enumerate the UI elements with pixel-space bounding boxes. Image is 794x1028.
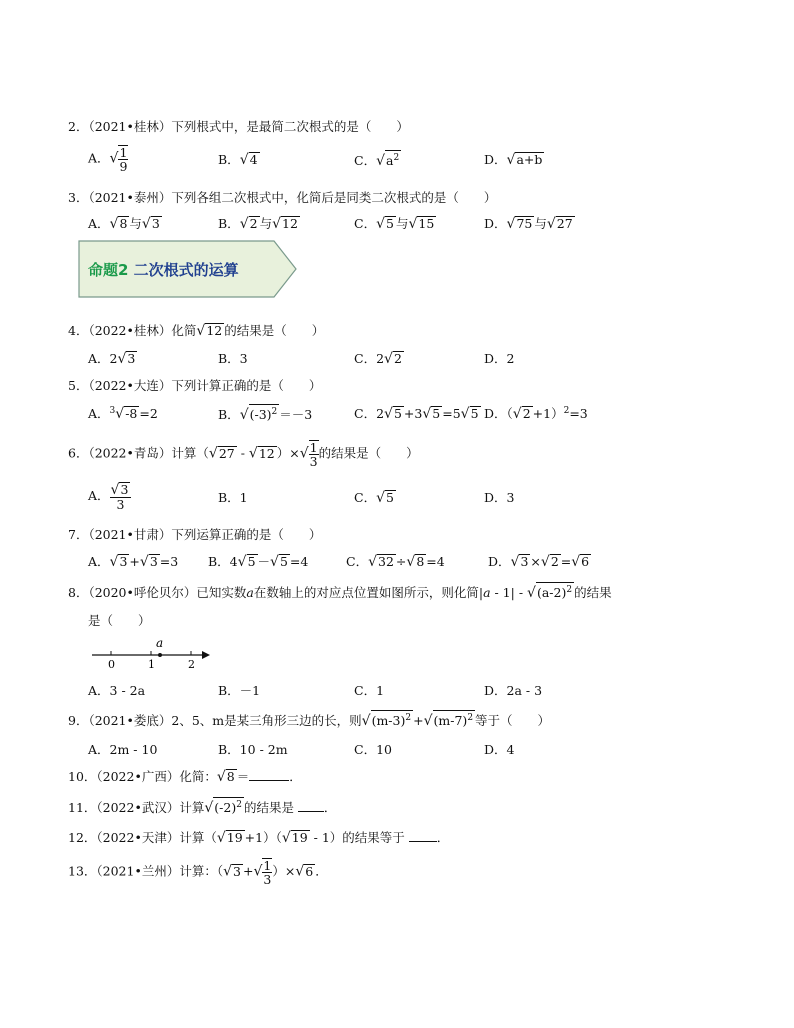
question-11-stem: 11．（2022•武汉）计算$√(-2)^2$ 的结果是 ． xyxy=(68,797,336,816)
question-3-option-c: C．√5 与√15 xyxy=(354,216,435,232)
banner-title: 二次根式的运算 xyxy=(133,261,239,279)
question-3-stem: 3．（2021•泰州）下列各组二次根式中，化简后是同类二次根式的是（ ） xyxy=(68,190,497,205)
question-2-option-d: D．√a+b xyxy=(484,152,543,168)
question-3-option-b: B．√2 与√12 xyxy=(218,216,298,232)
question-7-option-b: B．4√5 －√5 =4 xyxy=(208,554,309,570)
tick-2: 2 xyxy=(188,658,195,671)
point-a-label: a xyxy=(156,636,164,650)
number-line-figure xyxy=(88,636,218,672)
question-5-stem: 5．（2022•大连）下列计算正确的是（ ） xyxy=(68,378,322,393)
question-12-stem: 12．（2022•天津）计算（√19 +1）（√19 - 1）的结果等于 ． xyxy=(68,830,450,846)
question-9-stem: 9．（2021•娄底）2、5、m是某三角形三边的长，则$√(m-3)^2 +√(m-7)^2$ 等于（ ） xyxy=(68,710,550,729)
tick-0: 0 xyxy=(108,658,115,671)
answer-blank[interactable] xyxy=(298,811,324,812)
question-7-option-a: A．√3 +√3 =3 xyxy=(88,554,179,570)
question-9-option-d: D．4 xyxy=(484,742,515,757)
question-2-option-b: B．√4 xyxy=(218,152,258,168)
question-8-option-b: B．－1 xyxy=(218,683,261,698)
question-3-option-d: D．√75 与√27 xyxy=(484,216,573,232)
question-2-option-a: A．√ $\frac{1}{9}$ xyxy=(88,145,128,174)
question-4-option-a: A．2√3 xyxy=(88,351,136,367)
question-2-stem: 2．（2021•桂林）下列根式中，是最简二次根式的是（ ） xyxy=(68,119,409,134)
question-6-option-b: B．1 xyxy=(218,490,248,505)
question-7-option-d: D．√3 ×√2 =√6 xyxy=(488,554,590,570)
question-8-stem: 8．（2020•呼伦贝尔）已知实数a在数轴上的对应点位置如图所示，则化简$|a - 1| - √(a-2)^2$ 的结果 xyxy=(68,582,612,601)
question-4-stem: 4．（2022•桂林）化简√12 的结果是（ ） xyxy=(68,323,325,339)
answer-blank[interactable] xyxy=(249,780,289,781)
number-line xyxy=(88,636,218,675)
question-13-stem: 13．（2021•兰州）计算：（√3 +√ $\frac{1}{3}$ ）×√6 ． xyxy=(68,858,328,887)
question-5-option-a: A．$^3$√-8 =2 xyxy=(88,405,158,422)
question-4-option-d: D．2 xyxy=(484,351,515,366)
question-7-option-c: C．√32 ÷√8 =4 xyxy=(346,554,445,570)
question-8-stem-line2: 是（ ） xyxy=(88,613,151,628)
question-4-option-b: B．3 xyxy=(218,351,248,366)
question-5-option-b: B．$√(-3)^2 =-3$ xyxy=(218,404,312,423)
question-9-option-b: B．10 - 2m xyxy=(218,742,288,757)
question-6-stem: 6．（2022•青岛）计算（√27 - √12 ）×√ $\frac{1}{3}$ 的结果是（ ） xyxy=(68,440,419,469)
question-5-option-c: C．2√5 +3√5 =5√5 xyxy=(354,406,479,422)
question-4-option-c: C．2√2 xyxy=(354,351,402,367)
question-7-stem: 7．（2021•甘肃）下列运算正确的是（ ） xyxy=(68,527,322,542)
question-9-option-a: A．2m - 10 xyxy=(88,742,158,757)
section-banner xyxy=(78,240,298,301)
point-a-marker xyxy=(158,653,162,657)
question-3-option-a: A．√8 与√3 xyxy=(88,216,160,232)
question-8-option-a: A．3 - 2a xyxy=(88,683,146,698)
question-8-option-d: D．2a - 3 xyxy=(484,683,543,698)
tick-1: 1 xyxy=(148,658,155,671)
question-6-option-c: C．√5 xyxy=(354,490,394,506)
question-2-option-c: C．$√a^2$ xyxy=(354,150,401,169)
question-6-option-a: A． $\frac{√3}{3}$ xyxy=(88,482,131,511)
question-10-stem: 10．（2022•广西）化简：√8 ＝ ． xyxy=(68,769,302,785)
question-5-option-d: D．$(√2 +1)^2=3$ xyxy=(484,405,588,422)
question-9-option-c: C．10 xyxy=(354,742,392,757)
question-8-option-c: C．1 xyxy=(354,683,385,698)
banner-prefix: 命题2 xyxy=(88,261,129,279)
question-6-option-d: D．3 xyxy=(484,490,515,505)
answer-blank[interactable] xyxy=(409,841,437,842)
